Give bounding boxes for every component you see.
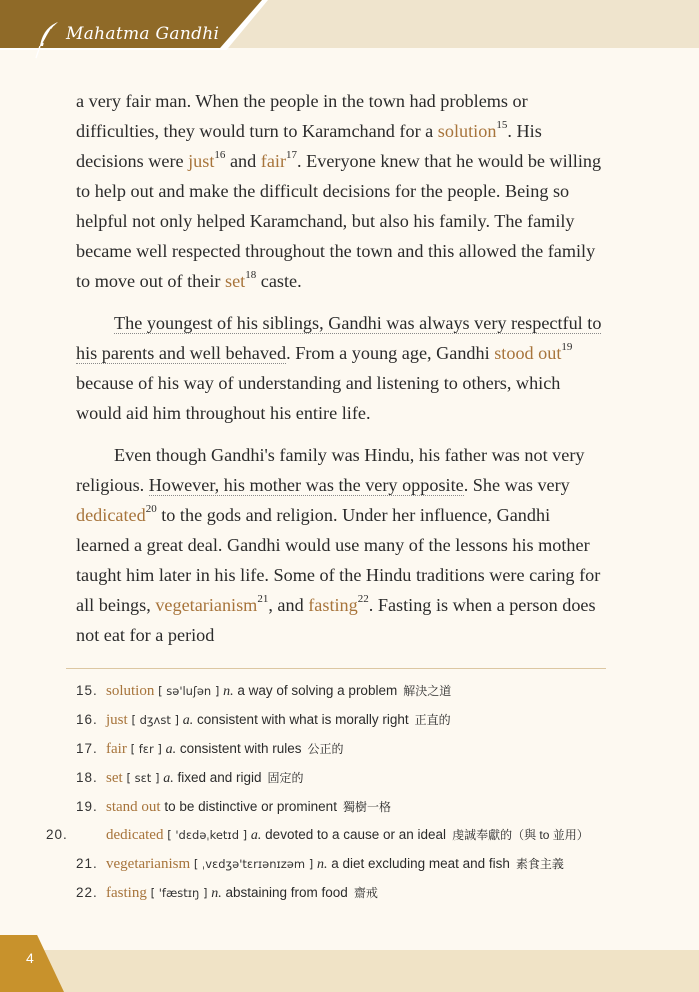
text-span: . She was very: [463, 475, 570, 495]
glossary-item: [76, 681, 606, 702]
underlined-sentence: The youngest of his siblings, Gandhi was always very respectful to his parents and well behaved: [76, 313, 602, 363]
glossary-item: [76, 854, 606, 875]
glossary-pronunciation: [ ˌvɛdʒə'tɛrɪənɪzəm ]: [193, 857, 314, 871]
text-span: Even though Gandhi's family was Hindu, his father was not very religious.: [76, 445, 585, 495]
text-span: . Everyone knew that he would be willing to help out and make the difficult decisions for the people. Being so helpful not only helped Karamchand, but also his family. The family became well respected throughout the town and this allowed the family to move out of their: [76, 151, 602, 291]
glossary-definition: consistent with rules: [179, 741, 302, 756]
vocab-just: just: [188, 151, 215, 171]
text-span: to the gods and religion. Under her influence, Gandhi learned a great deal. Gandhi would use many of the lessons his mother taught him later in his life. Some of the Hindu traditions were caring for all beings,: [76, 505, 601, 615]
text-span: and: [225, 151, 261, 171]
glossary-term: stand out: [106, 799, 161, 815]
text-span: because of his way of understanding and listening to others, which would aid him throughout his entire life.: [76, 373, 561, 423]
glossary-chinese: 獨樹一格: [342, 800, 391, 814]
glossary-term: set: [106, 770, 123, 786]
glossary-chinese: 公正的: [307, 742, 344, 756]
vocab-dedicated: dedicated: [76, 505, 146, 525]
glossary-number: 22.: [76, 885, 98, 900]
vocab-vegetarianism: vegetarianism: [155, 595, 258, 615]
paragraph-1: [76, 86, 606, 296]
text-span: . Fasting is when a person does not eat for a period: [76, 595, 596, 645]
glossary-item: [76, 768, 606, 789]
vocab-stood-out: stood out: [494, 343, 562, 363]
footnote-ref: 17: [286, 148, 298, 161]
glossary-item: [76, 710, 606, 731]
text-span: . From a young age, Gandhi: [286, 343, 495, 363]
glossary-pronunciation: [ fɛr ]: [130, 742, 162, 756]
underlined-sentence: However, his mother was the very opposite: [148, 475, 464, 495]
glossary-number: 20.: [46, 827, 68, 842]
footnote-ref: 21: [257, 592, 269, 605]
page-number: 4: [26, 950, 34, 966]
glossary-pos: a.: [165, 742, 177, 757]
glossary-pronunciation: [ 'fæstɪŋ ]: [150, 886, 208, 900]
glossary-chinese: 固定的: [267, 771, 304, 785]
glossary-pos: a.: [163, 771, 174, 786]
vocab-set: set: [225, 271, 246, 291]
text-span: , and: [268, 595, 309, 615]
glossary-definition: a way of solving a problem: [237, 683, 398, 698]
glossary-pos: a.: [182, 713, 194, 728]
glossary-term: just: [106, 712, 128, 728]
glossary-pos: n.: [317, 857, 328, 872]
glossary-chinese: 素食主義: [515, 857, 564, 871]
glossary-definition: abstaining from food: [225, 885, 348, 900]
glossary-chinese: 虔誠奉獻的（與 to 並用）: [452, 828, 589, 842]
footer-band: [0, 950, 699, 992]
glossary-number: 19.: [76, 799, 98, 814]
footnote-ref: 18: [245, 268, 257, 281]
vocab-fasting: fasting: [308, 595, 358, 615]
footnote-ref: 16: [214, 148, 226, 161]
footnote-ref: 15: [496, 118, 508, 131]
glossary-pronunciation: [ dʒʌst ]: [131, 713, 179, 727]
glossary-item: [76, 739, 606, 760]
glossary-number: 15.: [76, 683, 98, 698]
glossary-number: 18.: [76, 770, 98, 785]
text-span: a very fair man. When the people in the town had problems or difficulties, they would turn to Karamchand for a: [76, 91, 528, 141]
glossary-pronunciation: [ 'dɛdəˌketɪd ]: [167, 828, 248, 842]
glossary-divider: [66, 668, 606, 669]
footnote-ref: 19: [561, 340, 573, 353]
quill-icon: [34, 20, 62, 60]
glossary-item: [76, 883, 606, 904]
glossary-chinese: 解決之道: [403, 684, 452, 698]
glossary-number: 16.: [76, 712, 98, 727]
footnote-ref: 20: [145, 502, 157, 515]
glossary-chinese: 齋戒: [353, 886, 378, 900]
glossary-term: fasting: [106, 885, 147, 901]
glossary-definition: devoted to a cause or an ideal: [265, 827, 447, 842]
glossary-item: [46, 825, 606, 846]
glossary-pronunciation: [ sə'luʃən ]: [158, 684, 220, 698]
book-title: Mahatma Gandhi: [66, 24, 220, 44]
glossary-number: 21.: [76, 856, 98, 871]
glossary-pos: n.: [211, 886, 222, 901]
glossary: [46, 681, 606, 912]
glossary-term: dedicated: [106, 827, 164, 843]
glossary-item: [76, 797, 606, 817]
vocab-fair: fair: [260, 151, 287, 171]
glossary-term: fair: [106, 741, 127, 757]
glossary-definition: fixed and rigid: [177, 770, 262, 785]
text-span: . His decisions were: [76, 121, 542, 171]
text-span: caste.: [256, 271, 302, 291]
paragraph-2: [76, 308, 606, 428]
glossary-pos: a.: [250, 828, 262, 843]
glossary-definition: consistent with what is morally right: [197, 712, 409, 727]
glossary-definition: a diet excluding meat and fish: [331, 856, 510, 871]
paragraph-3: [76, 440, 606, 650]
glossary-chinese: 正直的: [414, 713, 451, 727]
glossary-definition: to be distinctive or prominent: [164, 799, 337, 814]
body-text: [76, 86, 606, 662]
glossary-term: vegetarianism: [106, 856, 191, 872]
footnote-ref: 22: [357, 592, 369, 605]
glossary-number: 17.: [76, 741, 98, 756]
vocab-solution: solution: [437, 121, 497, 141]
glossary-pos: n.: [223, 684, 234, 699]
glossary-pronunciation: [ sɛt ]: [126, 771, 160, 785]
glossary-term: solution: [106, 683, 155, 699]
